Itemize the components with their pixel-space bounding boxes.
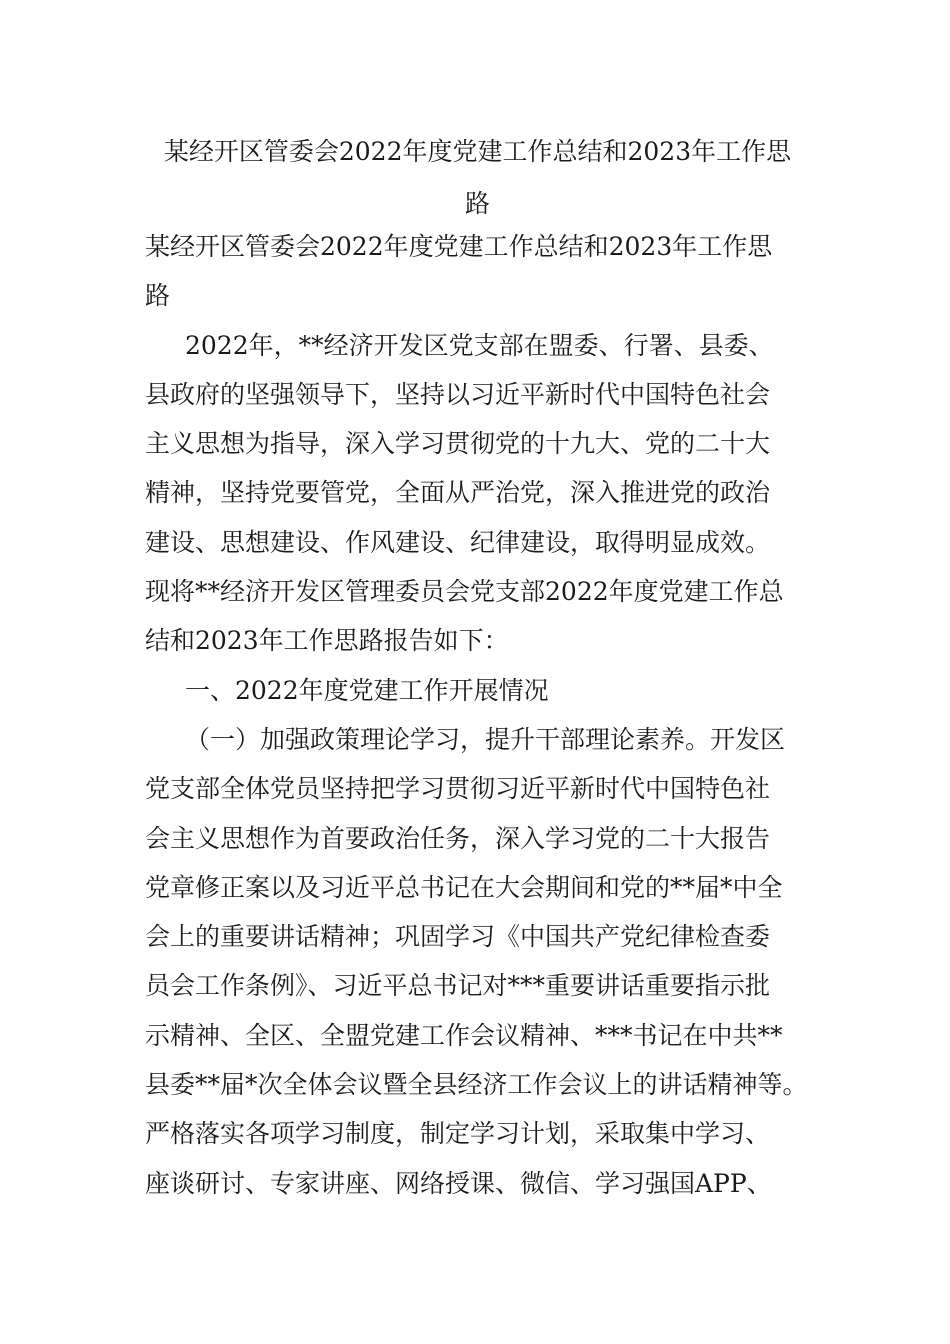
body-line: 建设、思想建设、作风建设、纪律建设，取得明显成效。 [145,527,771,557]
document-title [145,126,810,230]
body-line: 县政府的坚强领导下，坚持以习近平新时代中国特色社会 [145,379,771,409]
body-line: 结和2023年工作思路报告如下： [145,626,509,656]
title-line: 某经开区管委会2022年度党建工作总结和2023年工作思 [163,137,792,166]
body-line: 路 [145,281,171,311]
body-line: 党支部全体党员坚持把学习贯彻习近平新时代中国特色社 [145,774,771,804]
paragraph-start-line: 2022年，**经济开发区党支部在盟委、行署、县委、 [185,330,774,360]
body-line: 座谈研讨、专家讲座、网络授课、微信、学习强国APP、 [145,1168,772,1198]
body-line: 某经开区管委会2022年度党建工作总结和2023年工作思 [145,232,773,261]
body-line: 示精神、全区、全盟党建工作会议精神、***书记在中共** [145,1020,783,1050]
body-line: 主义思想为指导，深入学习贯彻党的十九大、党的二十大 [145,429,771,459]
body-line: 党章修正案以及习近平总书记在大会期间和党的**届*中全 [145,872,783,902]
body-line: 严格落实各项学习制度，制定学习计划，采取集中学习、 [145,1119,771,1149]
section-heading: 一、2022年度党建工作开展情况 [185,675,549,705]
subsection-heading-line: （一）加强政策理论学习，提升干部理论素养。开发区 [185,724,786,754]
title-line: 路 [464,189,490,218]
body-line: 精神，坚持党要管党，全面从严治党，深入推进党的政治 [145,478,771,508]
document-body [145,222,830,1208]
body-line: 会主义思想作为首要政治任务，深入学习党的二十大报告 [145,823,771,853]
body-line: 会上的重要讲话精神；巩固学习《中国共产党纪律检查委 [145,922,771,952]
body-line: 员会工作条例》、习近平总书记对***重要讲话重要指示批 [145,971,771,1001]
body-line: 现将**经济开发区管理委员会党支部2022年度党建工作总 [145,577,784,607]
body-line: 县委**届*次全体会议暨全县经济工作会议上的讲话精神等。 [145,1070,808,1100]
